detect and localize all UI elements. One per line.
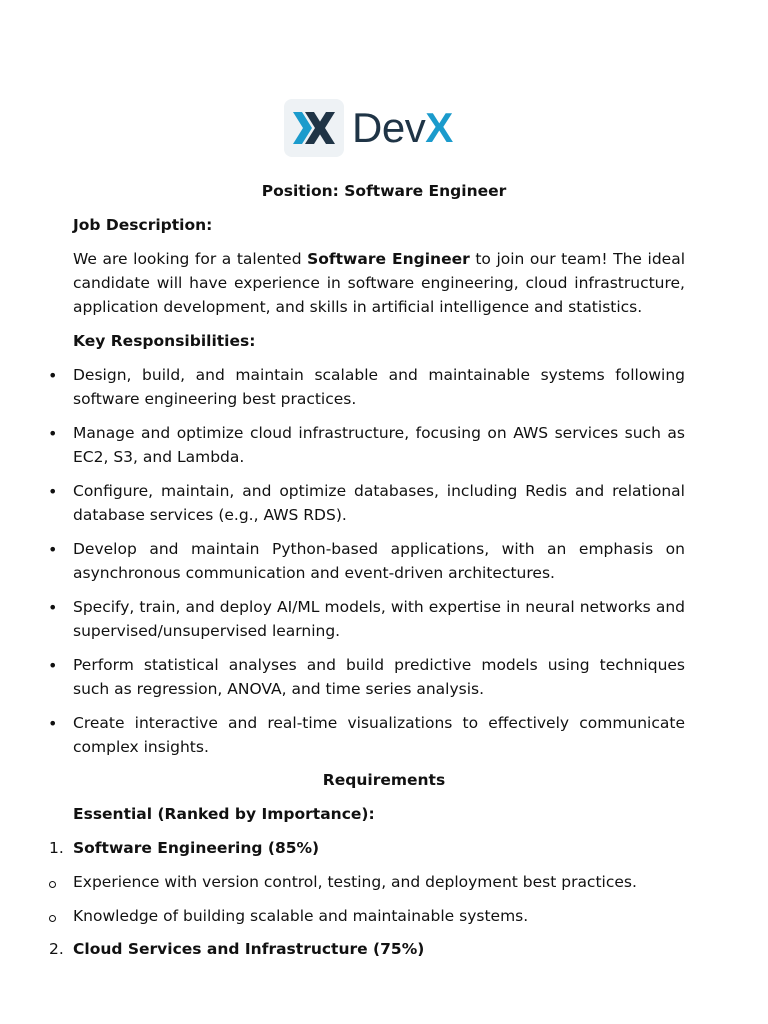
- job-description-paragraph: We are looking for a talented Software Engineer to join our team! The ideal candidate will have experience in software engineering, cloud infrastructure, application development, and skills in artificial intelligence and statistics.: [73, 250, 686, 316]
- bullet-icon: •: [48, 598, 58, 617]
- essential-title: Software Engineering (85%): [73, 839, 320, 857]
- list-item: Knowledge of building scalable and maintainable systems.: [73, 907, 529, 925]
- list-item: Create interactive and real-time visualizations to effectively communicate complex insights.: [73, 714, 685, 756]
- list-item: Develop and maintain Python-based applications, with an emphasis on asynchronous communication and event-driven architectures.: [73, 540, 685, 582]
- bullet-icon: •: [48, 424, 58, 443]
- list-item: Specify, train, and deploy AI/ML models, with expertise in neural networks and supervised/unsupervised learning.: [73, 598, 685, 640]
- bullet-icon: •: [48, 366, 58, 385]
- job-description-heading: Job Description:: [73, 216, 213, 234]
- essential-heading: Essential (Ranked by Importance):: [73, 805, 375, 823]
- list-item: Experience with version control, testing, and deployment best practices.: [73, 873, 637, 891]
- list-item: Configure, maintain, and optimize databases, including Redis and relational database services (e.g., AWS RDS).: [73, 482, 685, 524]
- list-item: Perform statistical analyses and build predictive models using techniques such as regression, ANOVA, and time series analysis.: [73, 656, 685, 698]
- devx-x-mark-icon: [284, 99, 344, 157]
- bullet-icon: •: [48, 656, 58, 675]
- list-item: Manage and optimize cloud infrastructure, focusing on AWS services such as EC2, S3, and Lambda.: [73, 424, 685, 466]
- list-number: 1.: [49, 839, 64, 857]
- requirements-heading: Requirements: [322, 771, 446, 789]
- logo-wordmark: Dev X: [352, 104, 453, 151]
- bullet-icon: •: [48, 482, 58, 501]
- hollow-bullet-icon: [49, 881, 56, 888]
- essential-title: Cloud Services and Infrastructure (75%): [73, 940, 425, 958]
- list-item: Design, build, and maintain scalable and maintainable systems following software engineering best practices.: [73, 366, 685, 408]
- key-responsibilities-heading: Key Responsibilities:: [73, 332, 256, 350]
- list-number: 2.: [49, 940, 64, 958]
- hollow-bullet-icon: [49, 915, 56, 922]
- position-heading: Position: Software Engineer: [261, 182, 507, 200]
- bullet-icon: •: [48, 540, 58, 559]
- bullet-icon: •: [48, 714, 58, 733]
- devx-logo: [284, 99, 484, 157]
